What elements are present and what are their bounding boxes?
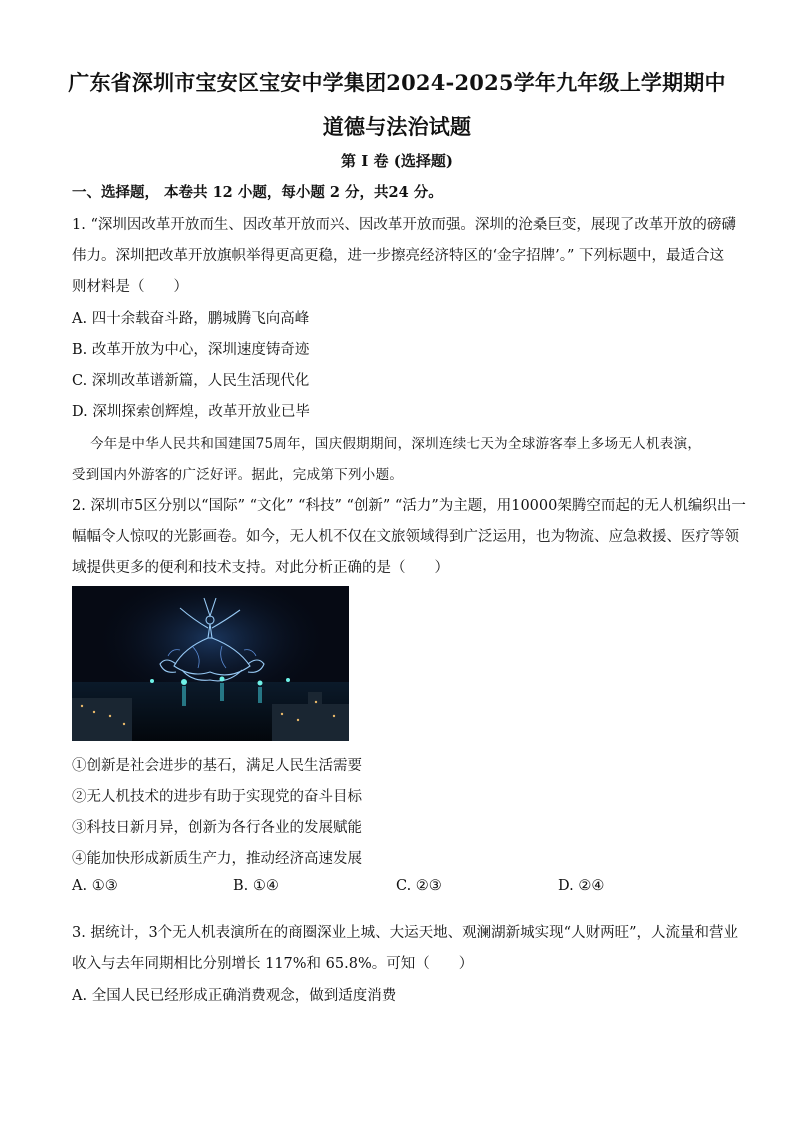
q2-choice-a: A. ①③ xyxy=(72,878,118,894)
q2-statement-1: ①创新是社会进步的基石，满足人民生活需要 xyxy=(72,758,362,774)
q3-stem-line: 收入与去年同期相比分别增长 117%和 65.8%。可知（ ） xyxy=(72,956,474,972)
q2-stem-line: 幅幅令人惊叹的光影画卷。如今，无人机不仅在文旅领域得到广泛运用，也为物流、应急救援、医疗等领 xyxy=(72,529,739,545)
q1-option-d: D. 深圳探索创辉煌，改革开放业已毕 xyxy=(72,404,310,420)
q2-choice-d: D. ②④ xyxy=(558,878,605,894)
document-title-line1: 广东省深圳市宝安区宝安中学集团2024-2025学年九年级上学期期中 xyxy=(68,70,726,95)
drone-show-photo xyxy=(72,586,349,741)
q2-stem-line: 2. 深圳市5区分别以“国际” “文化” “科技” “创新” “活力”为主题，用10000架腾空而起的无人机编织出一 xyxy=(72,498,746,514)
q2-statement-2: ②无人机技术的进步有助于实现党的奋斗目标 xyxy=(72,789,362,805)
q3-stem-line: 3. 据统计，3个无人机表演所在的商圈深业上城、大运天地、观澜湖新城实现“人财两旺”，人流量和营业 xyxy=(72,925,738,941)
q1-option-b: B. 改革开放为中心，深圳速度铸奇迹 xyxy=(72,342,310,358)
q1-stem-line: 则材料是（ ） xyxy=(72,279,188,295)
q2-choice-b: B. ①④ xyxy=(233,878,279,894)
q2-statement-3: ③科技日新月异，创新为各行各业的发展赋能 xyxy=(72,820,362,836)
q2-stem-line: 域提供更多的便利和技术支持。对此分析正确的是（ ） xyxy=(72,560,449,576)
q1-option-a: A. 四十余载奋斗路，鹏城腾飞向高峰 xyxy=(72,311,310,327)
section-heading: 一、选择题， 本卷共 12 小题，每小题 2 分，共24 分。 xyxy=(72,184,443,201)
q1-option-c: C. 深圳改革谱新篇，人民生活现代化 xyxy=(72,373,310,389)
q2-statement-4: ④能加快形成新质生产力，推动经济高速发展 xyxy=(72,851,362,867)
q2-choice-c: C. ②③ xyxy=(396,878,442,894)
q1-stem-line: 1. “深圳因改革开放而生、因改革开放而兴、因改革开放而强。深圳的沧桑巨变，展现了改革开放的磅礴 xyxy=(72,217,736,233)
material-line: 今年是中华人民共和国建国75周年，国庆假期期间，深圳连续七天为全球游客奉上多场无人机表演， xyxy=(90,436,702,452)
q1-stem-line: 伟力。深圳把改革开放旗帜举得更高更稳，进一步擦亮经济特区的‘金字招牌’。” 下列标题中，最适合这 xyxy=(72,248,724,264)
document-title-line2: 道德与法治试题 xyxy=(322,114,472,139)
volume-heading: 第 I 卷 (选择题) xyxy=(341,152,453,170)
q3-option-a: A. 全国人民已经形成正确消费观念，做到适度消费 xyxy=(72,988,397,1004)
material-line: 受到国内外游客的广泛好评。据此，完成第下列小题。 xyxy=(72,467,404,483)
